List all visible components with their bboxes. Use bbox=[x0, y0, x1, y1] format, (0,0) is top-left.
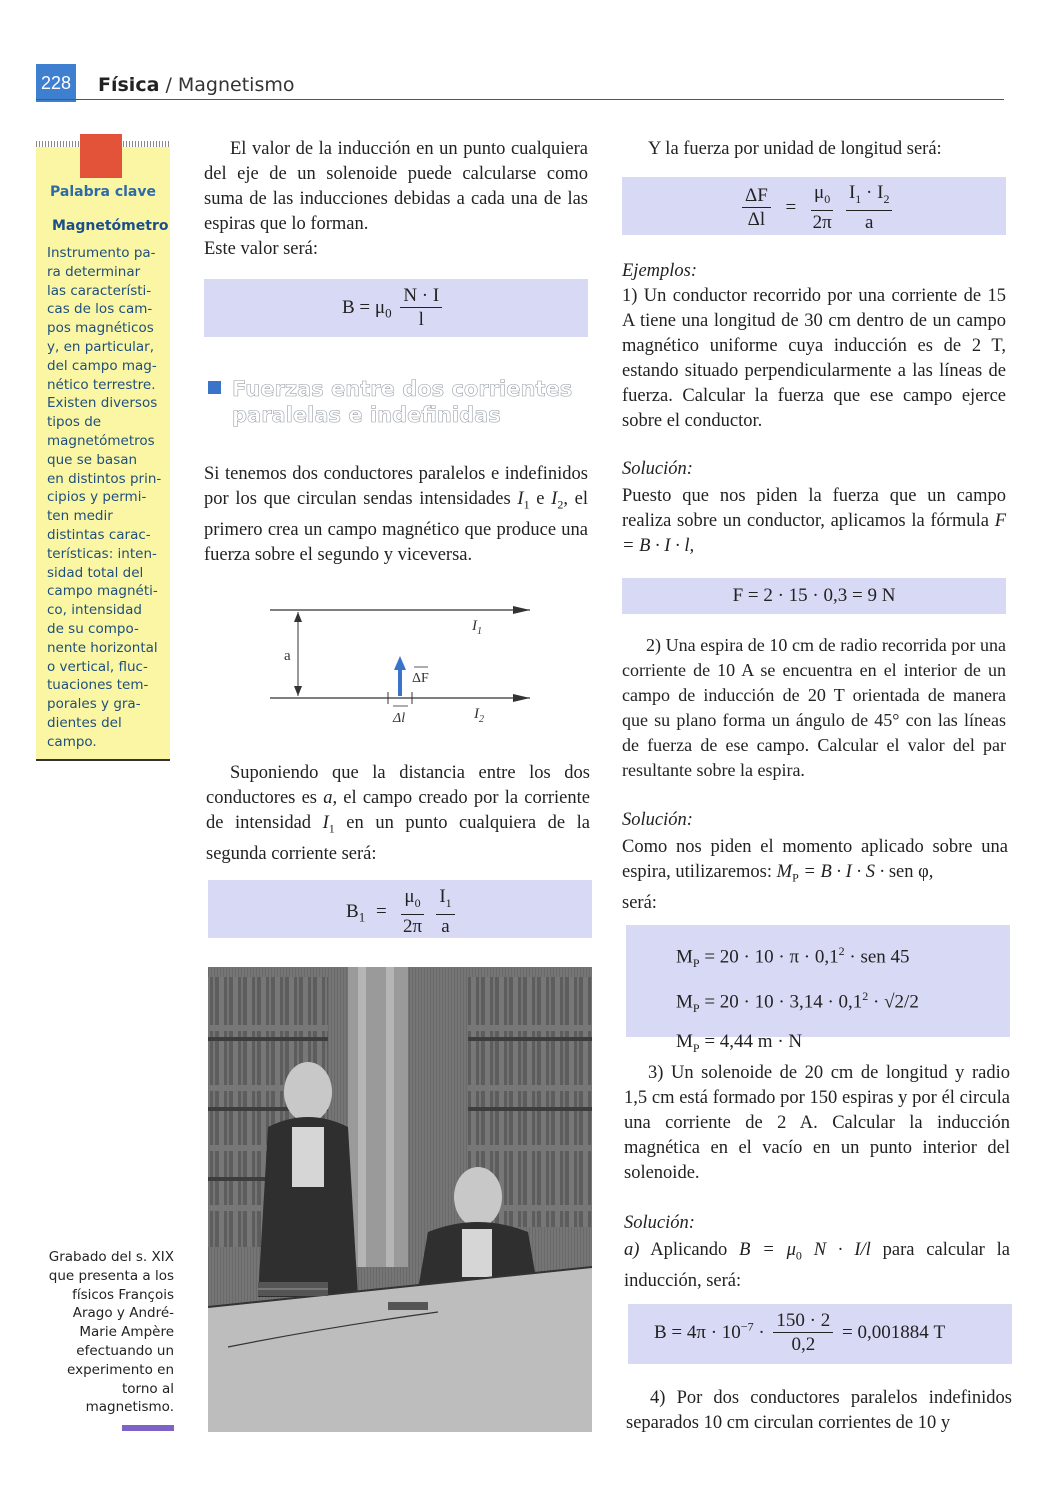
paragraph-force-per-length: Y la fuerza por unidad de longitud será: bbox=[648, 139, 942, 159]
distance-arrow-bottom bbox=[294, 686, 302, 696]
solution-3-text: a) Aplicando $B = \mu_0$ N · I/l para calcular la inducción, será: bbox=[624, 1240, 1010, 1291]
formula-force-result: F = 2 · 15 · 0,3 = 9 N bbox=[622, 578, 1006, 614]
topic-name: Magnetismo bbox=[177, 74, 295, 96]
example-2: 2) Una espira de 10 cm de radio recorrida por una corriente de 10 A se encuentra en el interior de un campo de inducción de 20 T orientada de manera que su plano forma un ángulo de 45° con las líneas de fuerza de ese campo. Calcular el valor del par resultante sobre la espira. bbox=[622, 635, 1006, 780]
conductor-1-arrow bbox=[513, 606, 530, 614]
formula-solenoid: $B = \mu_0$ $\frac{N \cdot I}{l}$ bbox=[204, 279, 588, 337]
header-rule bbox=[36, 99, 1004, 100]
example-4: 4) Por dos conductores paralelos indefinidos separados 10 cm circulan corrientes de 10 y bbox=[626, 1388, 1012, 1433]
apparatus-needle bbox=[388, 1302, 428, 1310]
keyword-term: Magnetómetro bbox=[52, 218, 169, 234]
header-separator: / bbox=[159, 74, 178, 96]
standing-man-head bbox=[284, 1062, 332, 1122]
formula-torque bbox=[626, 925, 1010, 1056]
distance-arrow-top bbox=[294, 612, 302, 622]
seated-man-head bbox=[454, 1167, 502, 1227]
torque-line-3: $M_P = 4,44$ m · N bbox=[676, 1031, 803, 1056]
label-delta-l: Δl bbox=[393, 711, 406, 726]
formula-force-per-length: $\frac{\Delta F}{\Delta l}$ = $\frac{\mu_0}{2\pi}$ $\frac{I_1 \cdot I_2}{a}$ bbox=[622, 177, 1006, 235]
torque-line-2: $M_P = 20 \cdot 10 \cdot 3,14 \cdot 0,1^2 \cdot √2/2$ bbox=[676, 989, 919, 1016]
sidebar-bottom-rule bbox=[36, 759, 170, 761]
examples-label: Ejemplos: bbox=[622, 261, 698, 281]
keyword-marker bbox=[80, 134, 122, 178]
solution-2-text: Como nos piden el momento aplicado sobre una espira, utilizaremos: $M_P = B \cdot I \cdot S$ · sen φ, será: bbox=[622, 837, 1008, 913]
solution-2-label: Solución: bbox=[622, 810, 693, 830]
paragraph-solenoid: El valor de la inducción en un punto cualquiera del eje de un solenoide puede calcularse como suma de las inducciones debidas a cada una de las espiras que lo forman. Este valor será: bbox=[204, 139, 588, 259]
torque-line-1: $M_P = 20 \cdot 10 \cdot \pi \cdot 0,1^2$ · sen 45 bbox=[676, 944, 910, 971]
engraving-illustration bbox=[208, 967, 592, 1432]
paragraph-field-second-current: Suponiendo que la distancia entre los dos conductores es a, el campo creado por la corriente de intensidad $I_1$ en un punto cualquiera de la segunda corriente será: bbox=[206, 763, 590, 864]
solution-3-label: Solución: bbox=[624, 1213, 695, 1233]
keyword-box-title: Palabra clave bbox=[50, 184, 156, 200]
caption-bar bbox=[122, 1425, 174, 1431]
formula-B1: $B_1$ = $\frac{\mu_0}{2\pi}$ $\frac{I_1}{a}$ bbox=[208, 880, 592, 938]
paragraph-parallel-conductors: Si tenemos dos conductores paralelos e indefinidos por los que circulan sendas intensidades $I_1$ e $I_2$, el primero crea un campo magnético que produce una fuerza sobre el segundo y viceversa. bbox=[204, 464, 588, 565]
label-I2: $I_2$ bbox=[474, 706, 484, 725]
heading-bullet bbox=[208, 381, 221, 394]
parallel-conductors-diagram bbox=[268, 598, 540, 728]
label-a: a bbox=[284, 648, 291, 664]
keyword-definition: Instrumento pa- ra determinar las característi- cas de los cam- pos magnéticos y, en particular, del campo mag- nético terrestre. Existen diversos tipos de magnetómetros que se basan en distintos prin- cipios y permi- ten medir distintas carac- terísticas: inten- sidad total del campo magnéti- co, intensidad de su compo- nente horizontal o vertical, fluc- tuaciones tem- porales y gra- dientes del campo. bbox=[47, 245, 162, 750]
example-3: 3) Un solenoide de 20 cm de longitud y radio 1,5 cm está formado por 150 espiras y por él circula una corriente de 2 A. Calcular la inducción magnética en el vacío en un punto interior del solenoide. bbox=[624, 1063, 1010, 1183]
section-heading: Fuerzas entre dos corrientes paralelas e indefinidas bbox=[232, 377, 573, 427]
column bbox=[348, 967, 408, 1267]
engraving-caption: Grabado del s. XIX que presenta a los físicos François Arago y André- Marie Ampère efectuando un experimento en torno al magnetismo. bbox=[48, 1249, 174, 1416]
page-number: 228 bbox=[36, 64, 76, 102]
conductor-2-arrow bbox=[513, 694, 530, 702]
running-header bbox=[98, 74, 294, 96]
solution-1-text: Puesto que nos piden la fuerza que un campo realiza sobre un conductor, aplicamos la fórmula F = B · I · l, bbox=[622, 486, 1006, 556]
label-delta-F: ΔF bbox=[412, 671, 429, 686]
label-I1: $I_1$ bbox=[472, 618, 482, 637]
formula-solenoid-result: $B = 4\pi \cdot 10^{-7}$ · $\frac{150 \cdot 2}{0,2}$ = 0,001884 T bbox=[628, 1304, 1012, 1364]
solution-1-label: Solución: bbox=[622, 459, 693, 479]
force-vector-head bbox=[394, 656, 406, 670]
section-name: Física bbox=[98, 74, 160, 96]
engraving-image bbox=[208, 967, 592, 1432]
example-1: 1) Un conductor recorrido por una corriente de 15 A tiene una longitud de 30 cm dentro de un campo magnético uniforme cuya inducción es de 2 T, estando situado perpendicularmente a las líneas de fuerza. Calcular la fuerza que ese campo ejerce sobre el conductor. bbox=[622, 286, 1006, 431]
